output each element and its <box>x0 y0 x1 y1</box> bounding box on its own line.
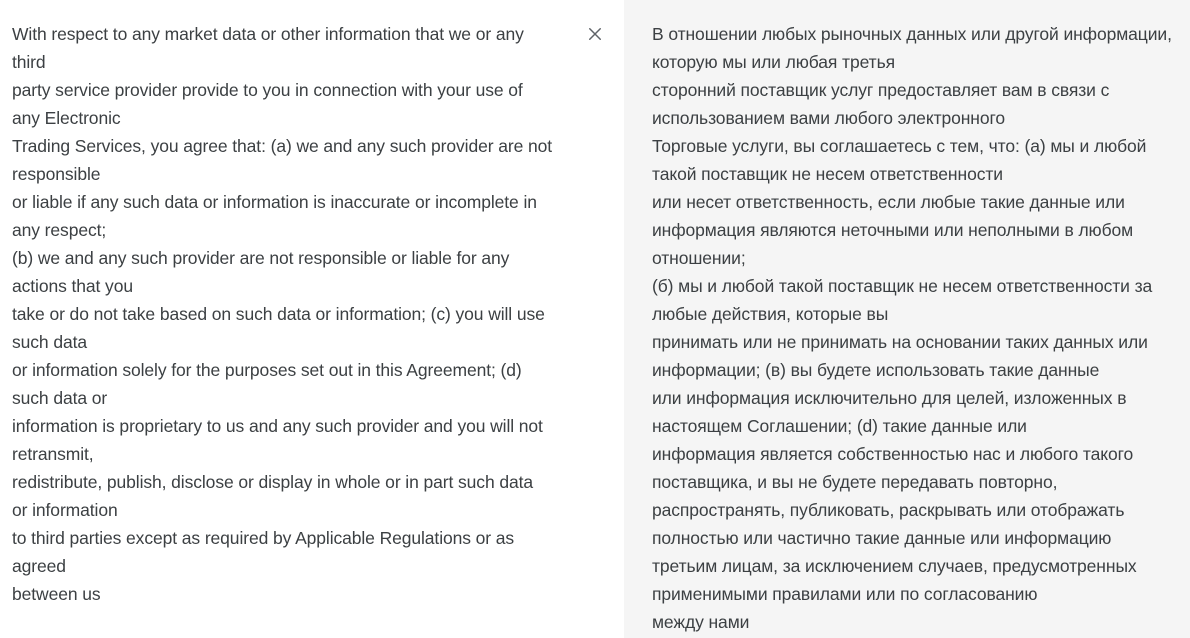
translated-line: полностью или частично такие данные или информацию <box>652 528 1112 548</box>
source-line: information is proprietary to us and any such provider and you will not <box>12 416 543 436</box>
source-line: retransmit, <box>12 444 94 464</box>
source-line: party service provider provide to you in connection with your use of <box>12 80 523 100</box>
source-line: between us <box>12 584 101 604</box>
translated-line: сторонний поставщик услуг предоставляет вам в связи с <box>652 80 1110 100</box>
translated-line: любые действия, которые вы <box>652 304 889 324</box>
source-line: agreed <box>12 556 66 576</box>
source-line: any Electronic <box>12 108 121 128</box>
translated-line: или несет ответственность, если любые такие данные или <box>652 192 1125 212</box>
translated-line: или информация исключительно для целей, изложенных в <box>652 388 1127 408</box>
translated-line: Торговые услуги, вы соглашаетесь с тем, что: (а) мы и любой <box>652 136 1147 156</box>
source-line: (b) we and any such provider are not responsible or liable for any <box>12 248 510 268</box>
translated-line: (б) мы и любой такой поставщик не несем ответственности за <box>652 276 1153 296</box>
translated-line: использованием вами любого электронного <box>652 108 1006 128</box>
source-text[interactable] <box>12 20 574 608</box>
translated-line: распространять, публиковать, раскрывать или отображать <box>652 500 1125 520</box>
source-line: such data <box>12 332 87 352</box>
translated-text <box>652 20 1190 636</box>
translated-line: третьим лицам, за исключением случаев, предусмотренных <box>652 556 1137 576</box>
translated-line: настоящем Соглашении; (d) такие данные или <box>652 416 1027 436</box>
source-line: actions that you <box>12 276 133 296</box>
close-icon <box>586 25 604 46</box>
translated-line: принимать или не принимать на основании таких данных или <box>652 332 1148 352</box>
source-line: any respect; <box>12 220 107 240</box>
source-line: or liable if any such data or information is inaccurate or incomplete in <box>12 192 537 212</box>
translation-output-panel <box>624 0 1190 638</box>
translated-line: В отношении любых рыночных данных или другой информации, <box>652 24 1172 44</box>
source-line: to third parties except as required by Applicable Regulations or as <box>12 528 515 548</box>
translated-line: применимыми правилами или по согласованию <box>652 584 1038 604</box>
clear-source-button[interactable] <box>580 20 610 50</box>
source-line: take or do not take based on such data or information; (c) you will use <box>12 304 545 324</box>
source-line: or information <box>12 500 118 520</box>
source-line: such data or <box>12 388 108 408</box>
translated-line: поставщика, и вы не будете передавать повторно, <box>652 472 1058 492</box>
source-line: responsible <box>12 164 101 184</box>
translated-line: информация является собственностью нас и любого такого <box>652 444 1134 464</box>
translated-line: такой поставщик не несем ответственности <box>652 164 1003 184</box>
source-line: Trading Services, you agree that: (a) we and any such provider are not <box>12 136 553 156</box>
translated-line: информации; (в) вы будете использовать такие данные <box>652 360 1100 380</box>
source-line: With respect to any market data or other information that we or any <box>12 24 524 44</box>
source-line: or information solely for the purposes set out in this Agreement; (d) <box>12 360 522 380</box>
source-line: redistribute, publish, disclose or display in whole or in part such data <box>12 472 533 492</box>
source-line: third <box>12 52 46 72</box>
translated-line: которую мы или любая третья <box>652 52 895 72</box>
translated-line: информация являются неточными или неполными в любом <box>652 220 1134 240</box>
translated-line: отношении; <box>652 248 746 268</box>
translated-line: между нами <box>652 612 750 632</box>
